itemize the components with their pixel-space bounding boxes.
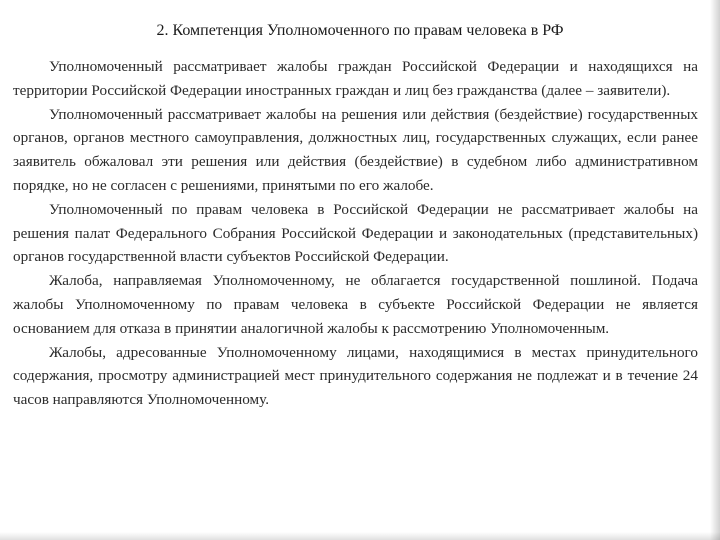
slide-title: 2. Компетенция Уполномоченного по правам человека в РФ: [156, 22, 564, 39]
slide-body-text: [13, 55, 698, 412]
paragraph-state-duty: Жалоба, направляемая Уполномоченному, не облагается государственной пошлиной. Подача жалобы Уполномоченному по правам человека в субъекте Российской Федерации не является основанием для отказа в принятии аналогичной жалобы к рассмотрению Уполномоченным.: [13, 272, 698, 337]
paragraph-not-considered: Уполномоченный по правам человека в Российской Федерации не рассматривает жалобы на решения палат Федерального Собрания Российской Федерации и законодательных (представительных) органов государственной власти субъектов Российской Федерации.: [13, 200, 698, 266]
paragraph-complaints-scope: Уполномоченный рассматривает жалобы граждан Российской Федерации и находящихся на территории Российской Федерации иностранных граждан и лиц без гражданства (далее – заявители).: [13, 58, 698, 99]
paragraph-complaints-on-decisions: Уполномоченный рассматривает жалобы на решения или действия (бездействие) государственных органов, органов местного самоуправления, должностных лиц, государственных служащих, если ранее заявитель обжаловал эти решения или действия (бездействие) в судебном либо административном порядке, но не согласен с решениями, принятыми по его жалобе.: [13, 105, 698, 194]
slide-edge-shadow-right: [710, 0, 720, 540]
paragraph-detention-complaints: Жалобы, адресованные Уполномоченному лицами, находящимися в местах принудительного содержания, просмотру администрацией мест принудительного содержания не подлежат и в течение 24 часов направляются Уполномоченному.: [13, 343, 698, 409]
slide-edge-shadow-bottom: [0, 532, 720, 540]
